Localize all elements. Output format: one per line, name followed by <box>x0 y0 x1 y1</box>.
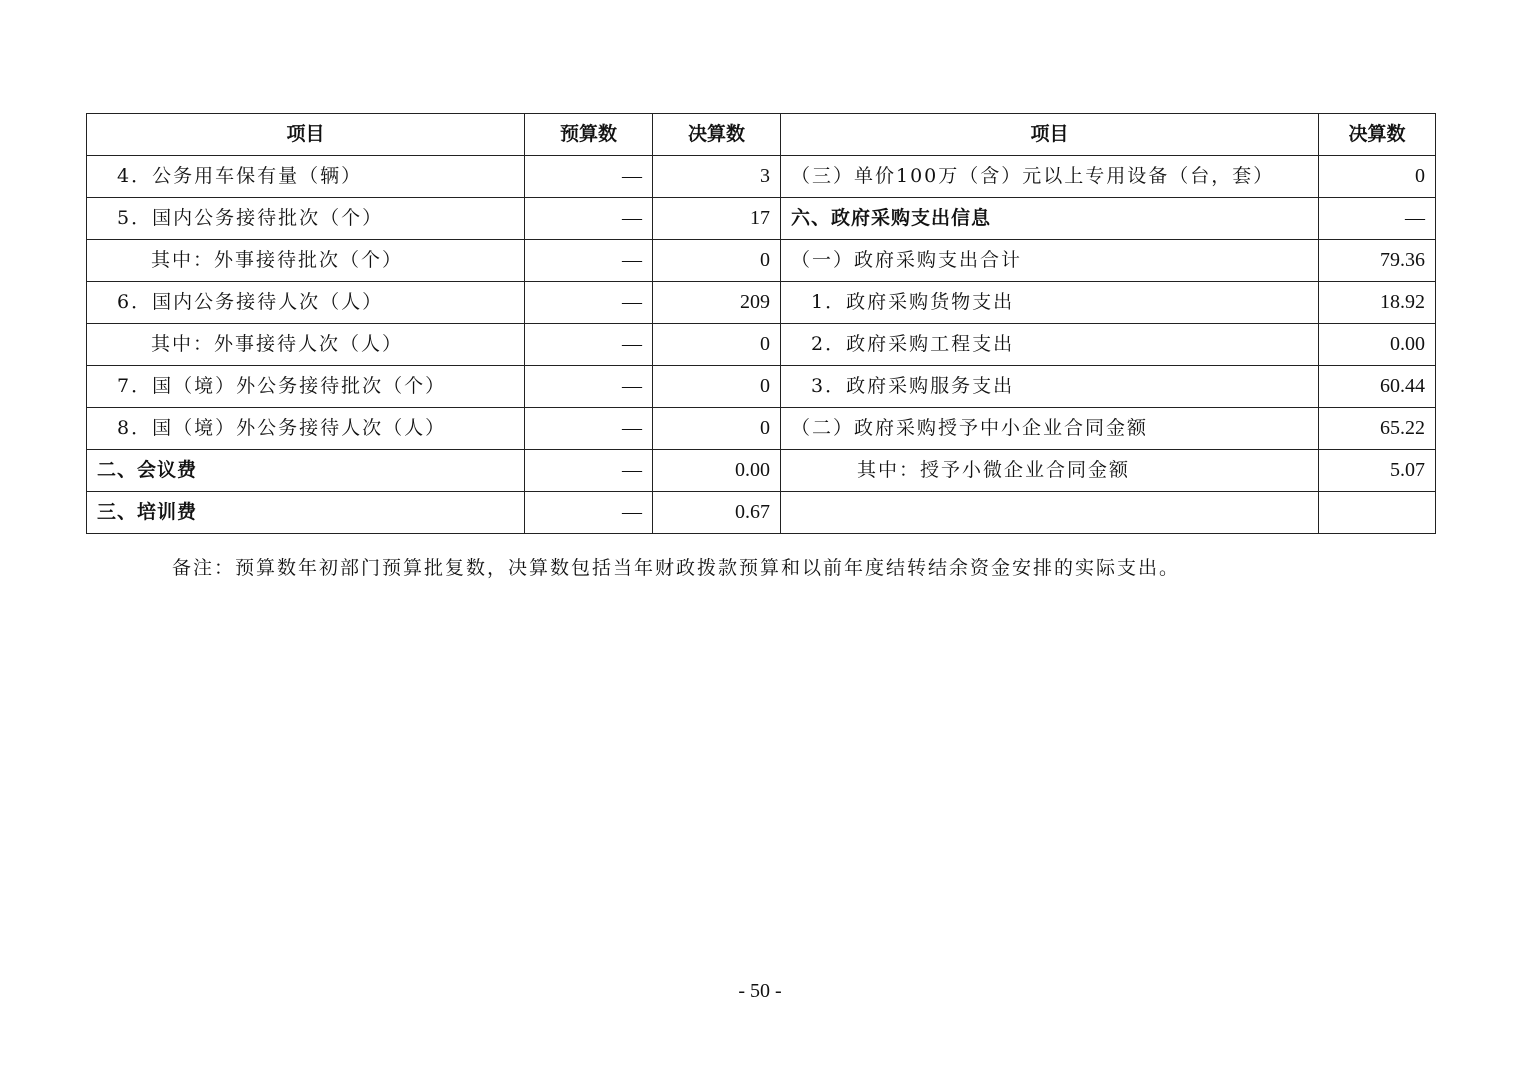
left-item-cell: 6．国内公务接待人次（人） <box>87 282 525 324</box>
right-final-cell: 18.92 <box>1319 282 1436 324</box>
final-cell: 3 <box>653 156 781 198</box>
right-item-cell: 3．政府采购服务支出 <box>781 366 1319 408</box>
header-final-right: 决算数 <box>1319 114 1436 156</box>
budget-cell: — <box>525 492 653 534</box>
right-final-cell: 0 <box>1319 156 1436 198</box>
header-item-left: 项目 <box>87 114 525 156</box>
left-item-cell: 5．国内公务接待批次（个） <box>87 198 525 240</box>
right-item-cell <box>781 492 1319 534</box>
right-final-cell: 79.36 <box>1319 240 1436 282</box>
table-row <box>87 324 1436 366</box>
table-row <box>87 240 1436 282</box>
right-item-cell: 其中：授予小微企业合同金额 <box>781 450 1319 492</box>
budget-cell: — <box>525 240 653 282</box>
table-row <box>87 450 1436 492</box>
table-row <box>87 366 1436 408</box>
header-final-left: 决算数 <box>653 114 781 156</box>
final-cell: 0 <box>653 240 781 282</box>
left-item-cell: 三、培训费 <box>87 492 525 534</box>
budget-cell: — <box>525 198 653 240</box>
right-final-cell: 60.44 <box>1319 366 1436 408</box>
right-item-cell: （二）政府采购授予中小企业合同金额 <box>781 408 1319 450</box>
budget-table <box>86 113 1436 534</box>
table-row <box>87 198 1436 240</box>
final-cell: 0 <box>653 324 781 366</box>
page-number: - 50 - <box>738 980 782 1002</box>
right-item-cell: 1．政府采购货物支出 <box>781 282 1319 324</box>
left-item-cell: 二、会议费 <box>87 450 525 492</box>
footnote: 备注：预算数年初部门预算批复数，决算数包括当年财政拨款预算和以前年度结转结余资金安排的实际支出。 <box>172 557 1181 579</box>
budget-cell: — <box>525 450 653 492</box>
right-item-cell: 六、政府采购支出信息 <box>781 198 1319 240</box>
header-budget: 预算数 <box>525 114 653 156</box>
right-item-cell: （一）政府采购支出合计 <box>781 240 1319 282</box>
table-header-row <box>87 114 1436 156</box>
left-item-cell: 4．公务用车保有量（辆） <box>87 156 525 198</box>
right-final-cell <box>1319 492 1436 534</box>
budget-cell: — <box>525 156 653 198</box>
final-cell: 0.00 <box>653 450 781 492</box>
table-row <box>87 408 1436 450</box>
left-item-cell: 8．国（境）外公务接待人次（人） <box>87 408 525 450</box>
budget-cell: — <box>525 366 653 408</box>
right-final-cell: 5.07 <box>1319 450 1436 492</box>
right-item-cell: （三）单价100万（含）元以上专用设备（台，套） <box>781 156 1319 198</box>
header-item-right: 项目 <box>781 114 1319 156</box>
budget-cell: — <box>525 282 653 324</box>
final-cell: 0 <box>653 366 781 408</box>
final-cell: 0.67 <box>653 492 781 534</box>
right-item-cell: 2．政府采购工程支出 <box>781 324 1319 366</box>
table-row <box>87 492 1436 534</box>
left-item-cell: 其中：外事接待批次（个） <box>87 240 525 282</box>
right-final-cell: — <box>1319 198 1436 240</box>
budget-cell: — <box>525 324 653 366</box>
table-row <box>87 156 1436 198</box>
final-cell: 0 <box>653 408 781 450</box>
budget-cell: — <box>525 408 653 450</box>
table-row <box>87 282 1436 324</box>
left-item-cell: 7．国（境）外公务接待批次（个） <box>87 366 525 408</box>
right-final-cell: 0.00 <box>1319 324 1436 366</box>
final-cell: 17 <box>653 198 781 240</box>
final-cell: 209 <box>653 282 781 324</box>
left-item-cell: 其中：外事接待人次（人） <box>87 324 525 366</box>
right-final-cell: 65.22 <box>1319 408 1436 450</box>
